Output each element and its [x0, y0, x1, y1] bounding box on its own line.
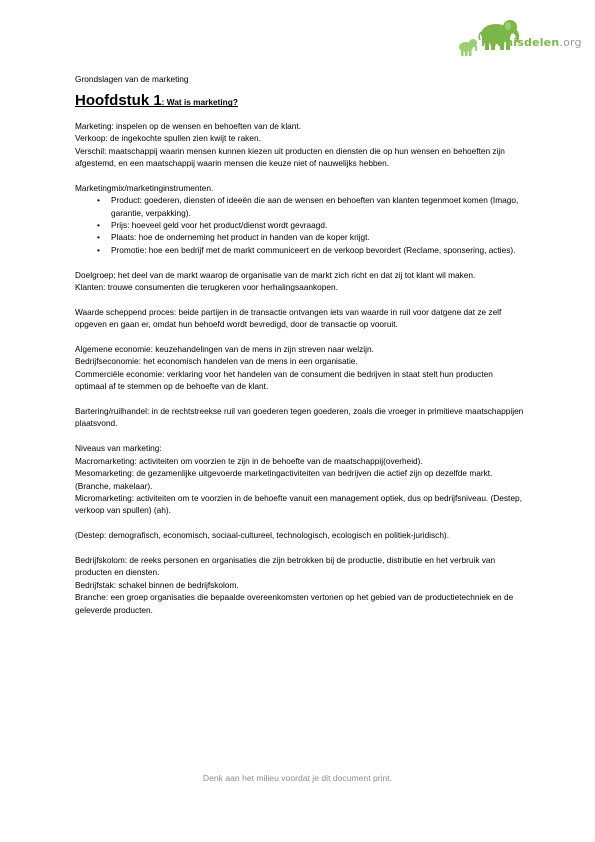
paragraph: Algemene economie: keuzehandelingen van de mens in zijn streven naar welzijn.	[75, 344, 374, 355]
paragraph: Bedrijfstak: schakel binnen de bedrijfskolom.	[75, 579, 239, 590]
mix-list	[75, 194, 525, 256]
logo-tld: .org	[559, 36, 582, 49]
kennisdelen-logo	[456, 14, 582, 60]
paragraph: Micromarketing: activiteiten om te voorzien in de behoefte vanuit een management optiek, dus op bedrijfsniveau. (Destep, verkoop van spullen) (ah).	[75, 492, 522, 516]
paragraph: Niveaus van marketing:	[75, 443, 162, 454]
running-title: Grondslagen van de marketing	[75, 74, 189, 84]
paragraph: Verschil: maatschappij waarin mensen kunnen kiezen uit producten en diensten die op hun wensen en behoeften zijn afgestemd, en een maatschappij waarin mensen die keuze niet of nauwelijks hebben.	[75, 145, 505, 169]
paragraph: Klanten: trouwe consumenten die terugkeren voor herhalingsaankopen.	[75, 282, 338, 293]
paragraph: Doelgroep: het deel van de markt waarop de organisatie van de markt zich richt en dat zij tot klant wil maken.	[75, 269, 476, 280]
bullet-icon: •	[97, 220, 100, 231]
list-item-text: Product: goederen, diensten of ideeën die aan de wensen en behoeften van klanten tegenmoet komen (Imago, garantie, verpakking).	[111, 195, 519, 218]
paragraph: Macromarketing: activiteiten om voorzien te zijn in de behoefte van de maatschappij(overheid).	[75, 455, 423, 466]
bullet-icon: •	[97, 195, 100, 206]
logo-wordmark	[481, 36, 582, 49]
list-item-text: Prijs: hoeveel geld voor het product/dienst wordt gevraagd.	[111, 220, 328, 231]
list-item	[75, 244, 525, 256]
chapter-heading	[75, 92, 525, 110]
bullet-icon: •	[97, 244, 100, 255]
paragraph: Verkoop: de ingekochte spullen zien kwijt te raken.	[75, 133, 261, 144]
paragraph: Waarde scheppend proces: beide partijen in de transactie ontvangen iets van waarde in ruil voor datgene dat ze zelf opgeven en gaan er, omdat hun behoefd wordt bevredigd, door de transactie op vooruit.	[75, 306, 502, 330]
list-item	[75, 194, 525, 219]
chapter-subtitle: : Wat is marketing?	[161, 97, 238, 108]
chapter-title: Hoofdstuk 1	[75, 92, 162, 110]
paragraph: Branche: een groep organisaties die bepaalde overeenkomsten vertonen op het gebied van de productietechniek en de geleverde producten.	[75, 592, 514, 615]
mix-intro: Marketingmix/marketinginstrumenten.	[75, 182, 214, 193]
list-item-text: Plaats: hoe de onderneming het product in handen van de koper krijgt.	[111, 232, 370, 243]
bullet-icon: •	[97, 232, 100, 243]
footer-note: Denk aan het milieu voordat je dit document print.	[202, 773, 393, 783]
paragraph: Bartering/ruilhandel: in de rechtstreekse ruil van goederen tegen goederen, zoals die vroeger in primitieve maatschappijen plaatsvond.	[75, 406, 524, 429]
paragraph: Bedrijfseconomie: het economisch handelen van de mens in een organisatie.	[75, 356, 358, 367]
logo-brand: Kennisdelen	[481, 36, 560, 49]
document-body	[75, 73, 525, 616]
paragraph: Mesomarketing: de gezamenlijke uitgevoerde marketingactiviteiten van bedrijven die actief zijn op dezelfde markt. (Branche, makelaar).	[75, 468, 493, 491]
list-item	[75, 219, 525, 231]
paragraph: Bedrijfskolom: de reeks personen en organisaties die zijn betrokken bij de productie, distributie en het verbruik van producten en diensten.	[75, 554, 496, 578]
paragraph: Commerciële economie: verklaring voor het handelen van de consument die bedrijven in staat stelt hun producten optimaal af te stemmen op de behoefte van de klant.	[75, 368, 493, 392]
paragraph: Marketing: inspelen op de wensen en behoeften van de klant.	[75, 120, 302, 131]
paragraph: (Destep: demografisch, economisch, sociaal-cultureel, technologisch, ecologisch en politiek-juridisch).	[75, 530, 450, 541]
list-item	[75, 231, 525, 243]
list-item-text: Promotie: hoe een bedrijf met de markt communiceert en de verkoop bevordert (Reclame, sponsering, acties).	[111, 244, 516, 255]
